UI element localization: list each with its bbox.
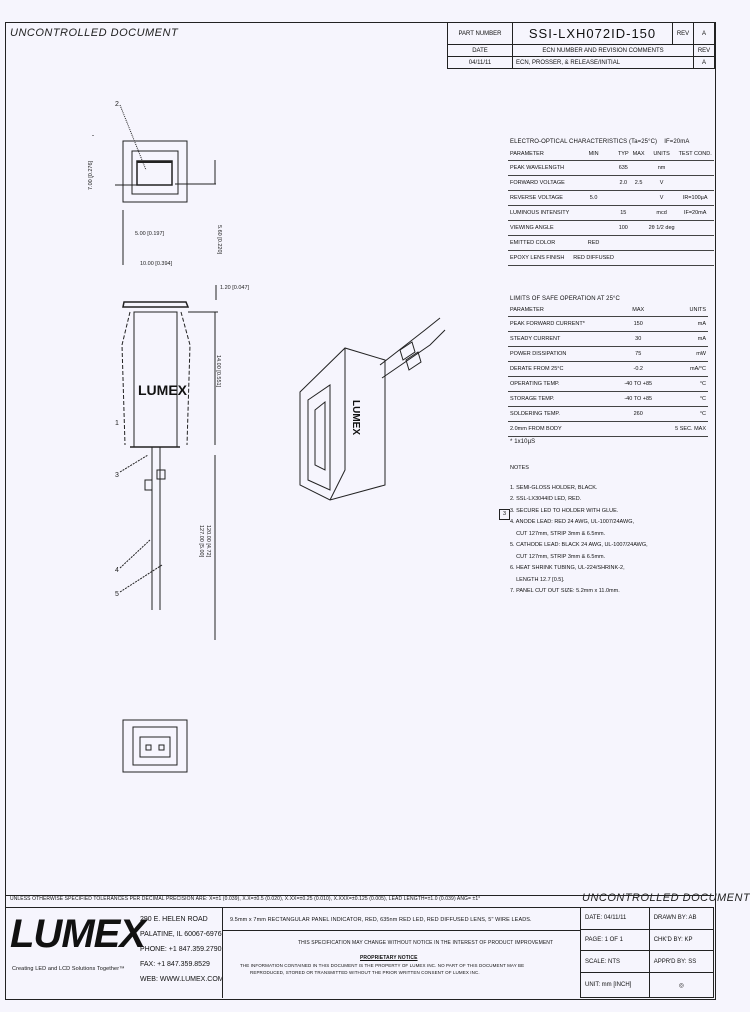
note-item: 1. SEMI-GLOSS HOLDER, BLACK.	[510, 484, 598, 491]
note-item: 4. ANODE LEAD: RED 24 AWG, UL-1007/24AWG,	[510, 519, 634, 525]
limits-cell: °C	[660, 377, 708, 392]
limits-cell: mA	[660, 332, 708, 347]
uncontrolled-watermark-bottom: UNCONTROLLED DOCUMENT	[582, 892, 750, 904]
notes-title: NOTES	[510, 465, 529, 471]
note-marker-triangle: 3	[499, 509, 510, 520]
eo-cell: LUMINOUS INTENSITY	[508, 206, 571, 221]
limits-cell: DERATE FROM 25°C	[508, 362, 616, 377]
svg-text:LUMEX: LUMEX	[138, 382, 187, 398]
limits-title: LIMITS OF SAFE OPERATION AT 25°C	[510, 296, 620, 302]
eo-title: ELECTRO-OPTICAL CHARACTERISTICS (Ta=25°C) IF=20mA	[510, 139, 690, 145]
part-number: SSI-LXH072ID-150	[513, 23, 673, 45]
note-item: 5. CATHODE LEAD: BLACK 24 AWG, UL-1007/24AWG,	[510, 542, 648, 548]
limits-header: PARAMETER	[508, 304, 616, 317]
proprietary-text-2: REPRODUCED, STORED OR TRANSMITTED WITHOUT THE PRIOR WRITTEN CONSENT OF LUMEX INC.	[250, 970, 480, 975]
eo-cell: RED	[571, 236, 616, 251]
eo-header: MIN	[571, 148, 616, 161]
eo-cell: FORWARD VOLTAGE	[508, 176, 571, 191]
tolerance-note: UNLESS OTHERWISE SPECIFIED TOLERANCES PER DECIMAL PRECISION ARE: X=±1 (0.039), X.X=±0.5 (0.020), X.XX=±0.25 (0.010), X.XXX=±0.125 (0.005), LEAD LENGTH=±1.0 (0.039) ANG= ±1°	[10, 896, 481, 902]
bottom-view	[123, 720, 187, 772]
ecn-header: ECN NUMBER AND REVISION COMMENTS	[513, 45, 694, 57]
limits-cell: 150	[616, 317, 660, 332]
eo-cell: 100	[616, 221, 631, 236]
eo-cell: 15	[616, 206, 631, 221]
unit-field: UNIT: mm [INCH]	[581, 973, 650, 998]
eo-cell: IF=20mA	[677, 206, 714, 221]
checked-by-field: CHK'D BY: KP	[649, 929, 713, 951]
svg-text:1: 1	[115, 420, 119, 427]
front-view	[88, 101, 250, 300]
limits-cell: STEADY CURRENT	[508, 332, 616, 347]
svg-text:2: 2	[115, 101, 119, 108]
svg-text:120.00 [4.72]: 120.00 [4.72]	[205, 525, 211, 558]
svg-text:4: 4	[115, 567, 119, 574]
limits-cell: 2.0mm FROM BODY	[508, 422, 616, 437]
uncontrolled-watermark-top: UNCONTROLLED DOCUMENT	[10, 27, 179, 39]
note-item: 3. SECURE LED TO HOLDER WITH GLUE.	[510, 507, 619, 514]
eo-cell: VIEWING ANGLE	[508, 221, 571, 236]
note-item: 7. PANEL CUT OUT SIZE: 5.2mm x 11.0mm.	[510, 588, 620, 594]
limits-cell: mA	[660, 317, 708, 332]
limits-cell: -40 TO +85	[616, 392, 660, 407]
note-item: LENGTH 12.7 [0.5].	[510, 576, 565, 583]
svg-text:127.00 [5.00]: 127.00 [5.00]	[198, 525, 204, 558]
approved-by-field: APPR'D BY: SS	[649, 951, 713, 973]
eo-cell: 635	[616, 161, 631, 176]
limits-cell: mA/°C	[660, 362, 708, 377]
limits-cell: 75	[616, 347, 660, 362]
eo-cell: V	[647, 176, 677, 191]
eo-cell: 2θ 1/2 deg	[647, 221, 677, 236]
limits-cell: -0.2	[616, 362, 660, 377]
limits-cell: 5 SEC. MAX	[660, 422, 708, 437]
proprietary-title: PROPRIETARY NOTICE	[360, 955, 418, 961]
limits-cell: PEAK FORWARD CURRENT*	[508, 317, 616, 332]
eo-header: MAX	[631, 148, 647, 161]
eo-header: TEST COND.	[677, 148, 714, 161]
side-view	[115, 302, 221, 640]
proprietary-text-1: THE INFORMATION CONTAINED IN THIS DOCUMENT IS THE PROPERTY OF LUMEX INC. NO PART OF THIS DOCUMENT MAY BE	[240, 963, 525, 968]
rev-value: A	[694, 23, 715, 45]
note-item: CUT 127mm, STRIP 3mm & 6.5mm.	[510, 553, 606, 560]
limits-cell: SOLDERING TEMP.	[508, 407, 616, 422]
eo-header: PARAMETER	[508, 148, 571, 161]
address-block	[140, 912, 224, 987]
svg-text:3: 3	[115, 472, 119, 479]
eo-cell: PEAK WAVELENGTH	[508, 161, 571, 176]
eo-cell: 2.5	[631, 176, 647, 191]
limits-cell: STORAGE TEMP.	[508, 392, 616, 407]
eo-cell: EPOXY LENS FINISH	[508, 251, 571, 266]
limits-cell: 260	[616, 407, 660, 422]
projection-icon: ◎	[649, 973, 713, 998]
limits-cell: °C	[660, 392, 708, 407]
lumex-logo: LUMEX	[10, 912, 145, 956]
eo-cell: EMITTED COLOR	[508, 236, 571, 251]
page-field: PAGE: 1 OF 1	[581, 929, 650, 951]
spec-notice: THIS SPECIFICATION MAY CHANGE WITHOUT NOTICE IN THE INTEREST OF PRODUCT IMPROVEMENT	[298, 940, 554, 946]
limits-cell: -40 TO +85	[616, 377, 660, 392]
limits-header: MAX	[616, 304, 660, 317]
eo-cell: 5.0	[571, 191, 616, 206]
part-description: 9.5mm x 7mm RECTANGULAR PANEL INDICATOR, RED, 635nm RED LED, RED DIFFUSED LENS, 5" WIRE LEADS.	[230, 917, 532, 923]
isometric-view	[300, 318, 445, 500]
limits-cell: °C	[660, 407, 708, 422]
note-item: 2. SSL-LX3044ID LED, RED.	[510, 496, 582, 502]
eo-cell: REVERSE VOLTAGE	[508, 191, 571, 206]
address-line: PALATINE, IL 60067-6976	[140, 931, 222, 938]
eo-cell: V	[647, 191, 677, 206]
date-field: DATE: 04/11/11	[581, 908, 650, 930]
eo-header: UNITS	[647, 148, 677, 161]
eo-cell: 2.0	[616, 176, 631, 191]
eo-cell: RED DIFFUSED	[571, 251, 616, 266]
revision-comment: ECN, PROSSER, & RELEASE/INITIAL	[513, 57, 694, 69]
limits-cell: POWER DISSIPATION	[508, 347, 616, 362]
eo-cell: mcd	[647, 206, 677, 221]
revision-date: 04/11/11	[448, 57, 513, 69]
svg-text:7.00 [0.276]: 7.00 [0.276]	[88, 160, 94, 190]
limits-cell: OPERATING TEMP.	[508, 377, 616, 392]
svg-text:5.60 [0.220]: 5.60 [0.220]	[216, 225, 222, 255]
scale-field: SCALE: NTS	[581, 951, 650, 973]
tagline: Creating LED and LCD Solutions Together™	[12, 966, 125, 972]
limits-cell: mW	[660, 347, 708, 362]
limits-footnote: * 1x10µS	[510, 439, 536, 445]
drawn-by-field: DRAWN BY: AB	[649, 908, 713, 930]
note-item: 6. HEAT SHRINK TUBING, UL-224/SHRINK-2,	[510, 565, 625, 571]
eo-cell: IR=100µA	[677, 191, 714, 206]
fax: FAX: +1 847.359.8529	[140, 961, 210, 968]
rev-label: REV	[673, 23, 694, 45]
svg-text:5.00 [0.197]: 5.00 [0.197]	[135, 231, 165, 237]
limits-header: UNITS	[660, 304, 708, 317]
web: WEB: WWW.LUMEX.COM	[140, 976, 224, 983]
rev-col-header: REV	[694, 45, 715, 57]
limits-cell: 30	[616, 332, 660, 347]
date-header: DATE	[448, 45, 513, 57]
svg-text:14.00 [0.551]: 14.00 [0.551]	[215, 355, 221, 388]
note-item: CUT 127mm, STRIP 3mm & 6.5mm.	[510, 530, 606, 537]
revision-rev: A	[694, 57, 715, 69]
eo-cell: nm	[647, 161, 677, 176]
svg-text:5: 5	[115, 591, 119, 598]
svg-text:1.20 [0.047]: 1.20 [0.047]	[220, 285, 250, 291]
drawing-info-block	[580, 907, 714, 998]
phone: PHONE: +1 847.359.2790	[140, 946, 222, 953]
svg-text:10.00 [0.394]: 10.00 [0.394]	[140, 261, 173, 267]
address-line: 290 E. HELEN ROAD	[140, 916, 208, 923]
part-number-label: PART NUMBER	[448, 23, 513, 45]
eo-header: TYP	[616, 148, 631, 161]
svg-text:LUMEX: LUMEX	[350, 400, 361, 435]
